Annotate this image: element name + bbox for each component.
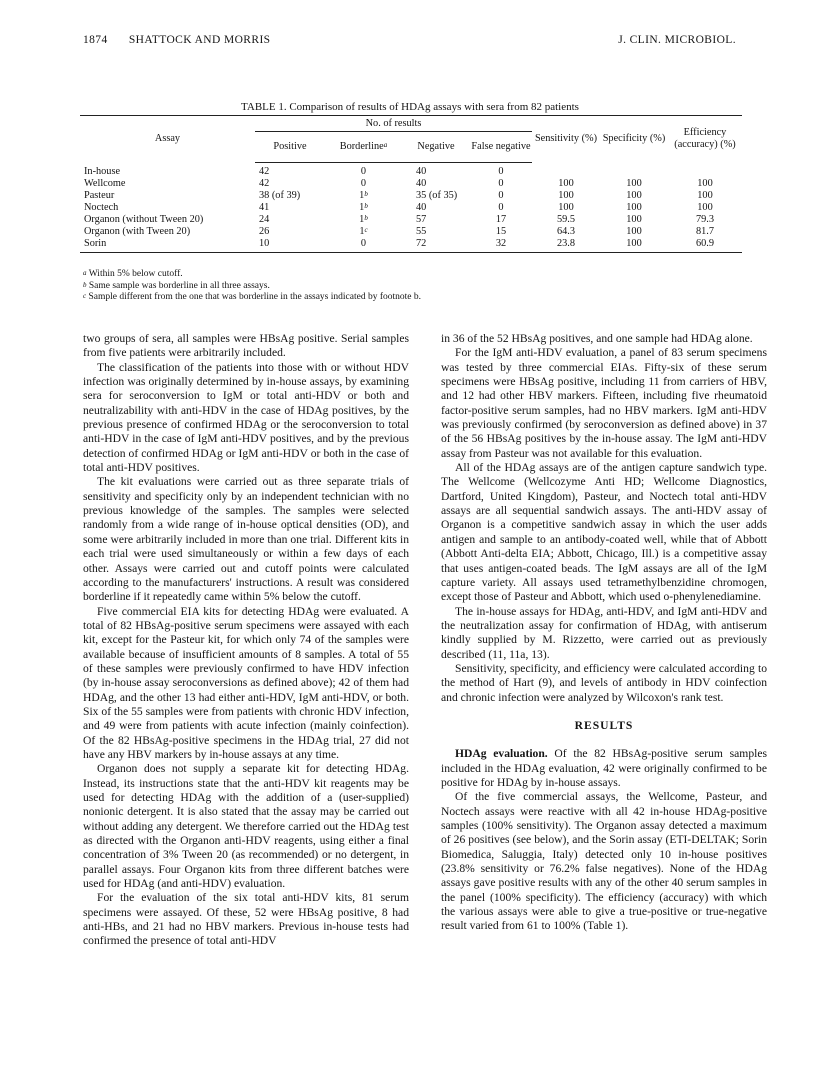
cell-sensitivity: 100 <box>558 190 574 201</box>
cell-specificity: 100 <box>626 190 642 201</box>
cell-borderline: 1$^c$ <box>359 226 368 237</box>
footnote-c: $^c$ Sample different from the one that was borderline in the assays indicated by footnote b. <box>83 292 421 302</box>
cell-positive: 38 (of 39) <box>259 190 301 201</box>
cell-borderline: 1$^b$ <box>359 202 368 213</box>
cell-efficiency: 100 <box>697 202 713 213</box>
header-false-negative: False negative <box>470 132 532 163</box>
header-positive: Positive <box>255 132 325 163</box>
paragraph: The classification of the patients into those with or without HDV infection was originally determined by in-house assays, by examining sera for seroconversion to IgM or total anti-HDV or both and neutralizability with anti-HDV in the case of HDAg positives, by the previous presence of confirmed HDAg or the seroconversion to total anti-HDV in the case of IgM anti-HDV positives, and by the previous detection of confirmed HDAg or IgM anti-HDV or both in the case of total anti-HDV positives. <box>83 360 409 475</box>
results-paragraph: Of the five commercial assays, the Wellcome, Pasteur, and Noctech assays were reactive with all 42 in-house HDAg-positive samples (100% sensitivity). The Organon assay detected a maximum of 26 positives (see below), and the Sorin assay (ETI-DELTAK; Sorin Biomedica, Saluggia, Italy) detected only 10 in-house positives (23.8% sensitivity or 76.2% false negatives). None of the HDAg assays gave positive results with any of the other 40 serum samples in the panel (100% specificity). The efficiency (accuracy) with which the various assays were able to give a true-positive or true-negative result varied from 61 to 100% (Table 1). <box>441 790 767 933</box>
table-row <box>80 178 742 190</box>
cell-assay: Wellcome <box>84 178 126 189</box>
cell-assay: Noctech <box>84 202 119 213</box>
cell-efficiency: 100 <box>697 190 713 201</box>
cell-efficiency: 100 <box>697 178 713 189</box>
header-efficiency: Efficiency (accuracy) (%) <box>668 116 742 163</box>
cell-specificity: 100 <box>600 238 668 253</box>
table-row <box>80 202 742 214</box>
cell-positive: 42 <box>259 178 270 189</box>
table-row <box>80 163 742 179</box>
header-sensitivity: Sensitivity (%) <box>532 116 600 163</box>
header-no-of-results: No. of results <box>255 116 532 132</box>
table-row <box>80 238 742 253</box>
table-row <box>80 226 742 238</box>
footnote-b: $^b$ Same sample was borderline in all three assays. <box>83 280 270 291</box>
run-in-heading: HDAg evaluation. <box>455 747 548 761</box>
table-caption: TABLE 1. Comparison of results of HDAg assays with sera from 82 patients <box>241 101 579 113</box>
cell-negative: 40 <box>416 202 427 213</box>
running-head <box>83 34 736 46</box>
cell-false-negative: 0 <box>498 202 504 213</box>
cell-assay: Sorin <box>80 238 255 253</box>
cell-specificity: 100 <box>626 202 642 213</box>
cell-sensitivity: 23.8 <box>532 238 600 253</box>
cell-borderline: 1$^b$ <box>359 214 368 225</box>
cell-assay: In-house <box>84 165 121 177</box>
cell-false-negative: 17 <box>495 214 507 225</box>
cell-negative: 72 <box>402 238 470 253</box>
cell-positive: 42 <box>259 166 270 177</box>
cell-borderline: 1$^b$ <box>359 190 368 201</box>
cell-assay: Pasteur <box>84 190 115 201</box>
cell-borderline: 0 <box>360 178 367 189</box>
page-number: 1874 <box>83 34 108 46</box>
cell-sensitivity: 59.5 <box>556 214 576 225</box>
paragraph: For the IgM anti-HDV evaluation, a panel of 83 serum specimens was tested by three commercial EIAs. Fifty-six of these serum specimens were HBsAg positive, including 11 from carriers of HBV, and 12 had other HBV markers. Fifteen, including five rheumatoid factor-positive serum samples, had no HBV markers. IgM anti-HDV was previously confirmed (by seroconversion as defined above) in 37 of the 56 HBsAg positives by the in-house assay. The IgM anti-HDV assay from Pasteur was not available for this evaluation. <box>441 346 767 460</box>
cell-positive: 24 <box>259 214 270 225</box>
results-paragraph: HDAg evaluation. Of the 82 HBsAg-positive serum samples included in the HDAg evaluation, 42 were originally confirmed to be positive for HDAg by in-house assays. <box>441 747 768 789</box>
cell-false-negative: 0 <box>498 178 504 189</box>
cell-efficiency: 79.3 <box>695 214 715 225</box>
cell-positive: 10 <box>255 238 325 253</box>
cell-specificity <box>600 163 668 179</box>
paragraph: The in-house assays for HDAg, anti-HDV, and IgM anti-HDV and the neutralization assay for confirmation of HDAg, with antiserum kindly supplied by M. Rizzetto, were carried out as previously described (11, 11a, 13). <box>441 604 767 661</box>
header-assay: Assay <box>80 116 255 163</box>
cell-positive: 26 <box>259 226 270 237</box>
results-table <box>80 115 742 253</box>
cell-efficiency: 81.7 <box>695 226 715 237</box>
cell-negative: 55 <box>416 226 427 237</box>
cell-borderline: 0 <box>360 166 367 177</box>
cell-efficiency: 60.9 <box>668 238 742 253</box>
header-negative: Negative <box>402 132 470 163</box>
running-head-authors: SHATTOCK AND MORRIS <box>128 34 271 46</box>
cell-sensitivity <box>532 163 600 179</box>
cell-false-negative: 32 <box>470 238 532 253</box>
footnote-a: $^a$ Within 5% below cutoff. <box>83 269 183 279</box>
cell-sensitivity: 100 <box>558 202 574 213</box>
cell-positive: 41 <box>259 202 270 213</box>
cell-specificity: 100 <box>626 226 642 237</box>
cell-specificity: 100 <box>626 214 642 225</box>
paragraph: two groups of sera, all samples were HBsAg positive. Serial samples from five patients were arbitrarily included. <box>83 332 409 360</box>
table-row <box>80 190 742 202</box>
cell-efficiency <box>668 163 742 179</box>
cell-assay: Organon (without Tween 20) <box>84 214 204 225</box>
cell-negative: 57 <box>416 214 427 225</box>
cell-false-negative: 0 <box>498 166 504 177</box>
paragraph: All of the HDAg assays are of the antigen capture sandwich type. The Wellcome (Wellcozyme Anti HD; Wellcome Diagnostics, Dartford, United Kingdom), Pasteur, and Noctech total anti-HDV assays are all sequential sandwich assays. The anti-HDV assay of Organon is a competitive sandwich assay in which the user adds antigen and sample to an antibody-coated well, while that of Abbott (Abbott Anti-delta EIA; Abbott, Chicago, Ill.) is a competitive assay that uses antigen-coated beads. The IgM assays are all of the IgM capture variety. All assays used tetramethylbenzidine chromogen, except those of Pasteur and Abbott, which used o-phenylenediamine. <box>441 461 767 604</box>
cell-negative: 40 <box>416 178 427 189</box>
header-specificity: Specificity (%) <box>600 116 668 163</box>
table-footnotes <box>83 269 421 304</box>
right-column <box>441 332 767 934</box>
header-borderline: Borderline$^a$ <box>325 132 402 163</box>
cell-specificity: 100 <box>626 178 642 189</box>
cell-borderline: 0 <box>325 238 402 253</box>
cell-sensitivity: 64.3 <box>556 226 576 237</box>
paragraph: Five commercial EIA kits for detecting HDAg were evaluated. A total of 82 HBsAg-positive serum specimens were assayed with each kit, except for the Pasteur kit, for which only 74 of the samples were available because of insufficient amounts of 8 samples. A total of 55 of these samples were previously confirmed to have HDV infection (by in-house assay seroconversions as defined above); 42 of them had HDAg, and the other 13 had either anti-HDV, IgM anti-HDV, or both. Six of the 55 samples were from patients with chronic HDV infection, and 49 were from patients with acute infection (mainly coinfection). Of the 82 HBsAg-positive specimens in the HDAg trial, 27 did not have any HBV markers by in-house assays at any time. <box>83 604 409 761</box>
cell-negative: 35 (of 35) <box>416 190 458 201</box>
table-row <box>80 214 742 226</box>
cell-sensitivity: 100 <box>558 178 574 189</box>
paragraph: Organon does not supply a separate kit for detecting HDAg. Instead, its instructions state that the anti-HDV kit reagents may be used for detecting HDAg with the addition of a (user-supplied) nonionic detergent. It is also stated that the assay may be carried out without adding any detergent. We therefore carried out the HDAg test as directed with the Organon anti-HDV reagents, using either a final concentration of 3% Tween 20 (as recommended) or no detergent, in parallel assays. Four Organon kits from three different batches were used for HDAg (and anti-HDV) evaluation. <box>83 762 409 891</box>
cell-false-negative: 15 <box>495 226 507 237</box>
running-head-journal: J. CLIN. MICROBIOL. <box>618 34 736 46</box>
left-column <box>83 332 409 949</box>
cell-assay: Organon (with Tween 20) <box>84 226 191 237</box>
paragraph: For the evaluation of the six total anti-HDV kits, 81 serum specimens were assayed. Of these, 52 were HBsAg positive, 8 had anti-HBs, and 21 had no HBV markers. Previous in-house tests had confirmed the presence of total anti-HDV <box>83 891 409 948</box>
paragraph: The kit evaluations were carried out as three separate trials of sensitivity and specificity only by an independent technician with no previous knowledge of the samples. The samples were selected randomly from a wide range of in-house optical densities (OD), and some were arbitrarily included in more than one trial. Different kits in each trial were used simultaneously or within a few days of each other. Assays were carried out and cutoff points were calculated according to the manufacturers' instructions. A result was considered borderline if it repeatedly came within 5% below the cutoff. <box>83 475 409 604</box>
results-heading: RESULTS <box>574 718 634 732</box>
table-body <box>80 163 742 253</box>
paragraph: in 36 of the 52 HBsAg positives, and one sample had HDAg alone. <box>441 332 753 345</box>
cell-false-negative: 0 <box>498 190 504 201</box>
paragraph: Sensitivity, specificity, and efficiency were calculated according to the method of Hart (9), and levels of antibody in HDV coinfection and chronic infection were analyzed by Wilcoxon's rank test. <box>441 661 767 704</box>
cell-negative: 40 <box>416 166 427 177</box>
